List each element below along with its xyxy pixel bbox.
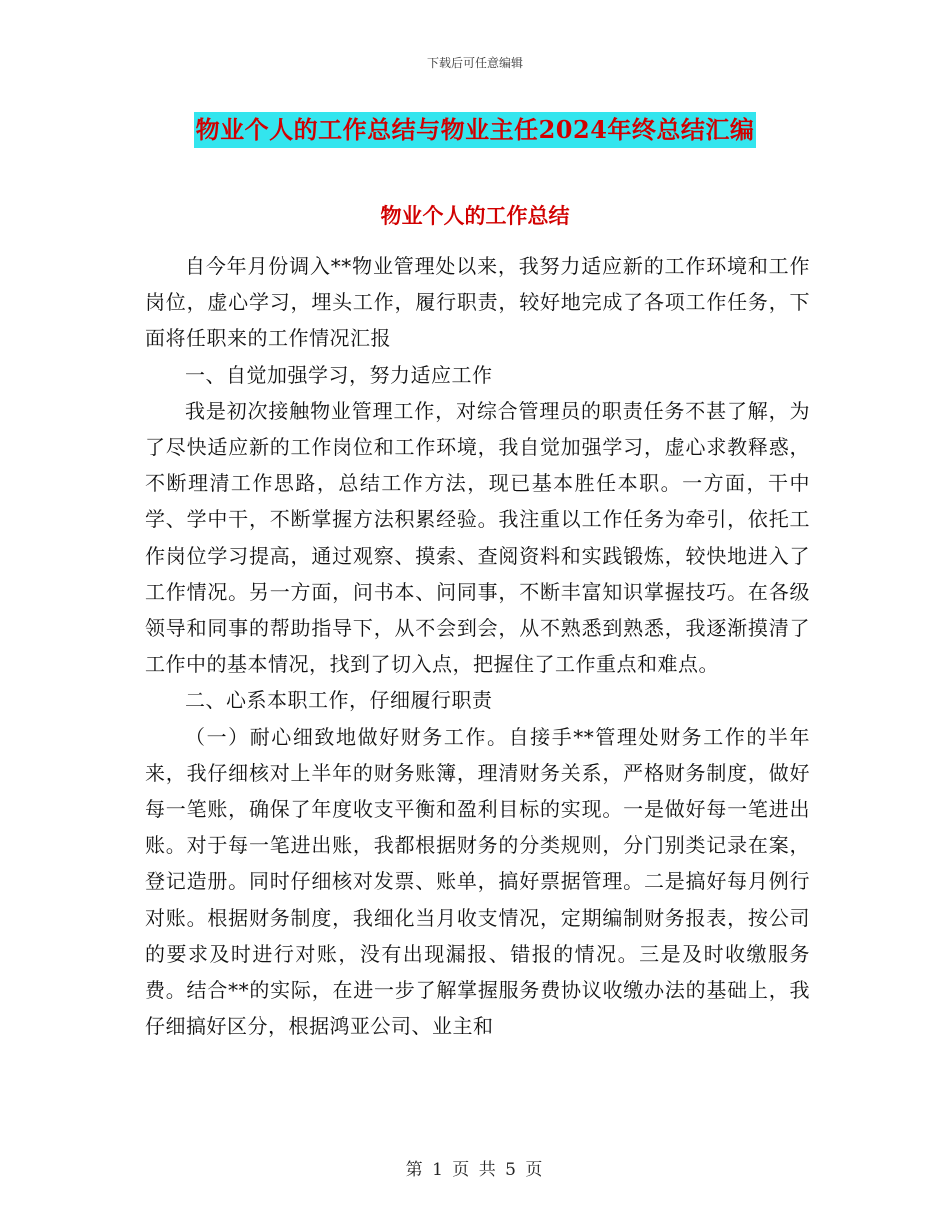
document-title-wrap — [0, 112, 950, 148]
document-title: 物业个人的工作总结与物业主任2024年终总结汇编 — [194, 112, 757, 148]
page-footer: 第 1 页 共 5 页 — [405, 1160, 545, 1180]
paragraph-finance: （一）耐心细致地做好财务工作。自接手**管理处财务工作的半年来，我仔细核对上半年的财务账簿，理清财务关系，严格财务制度，做好每一笔账，确保了年度收支平衡和盈利目标的实现。一是做好每一笔进出账。对于每一笔进出账，我都根据财务的分类规则，分门别类记录在案，登记造册。同时仔细核对发票、账单，搞好票据管理。二是搞好每月例行对账。根据财务制度，我细化当月收支情况，定期编制财务报表，按公司的要求及时进行对账，没有出现漏报、错报的情况。三是及时收缴服务费。结合**的实际，在进一步了解掌握服务费协议收缴办法的基础上，我仔细搞好区分，根据鸿亚公司、业主和 — [145, 724, 810, 1039]
heading-two: 二、心系本职工作，仔细履行职责 — [185, 688, 493, 713]
heading-one: 一、自觉加强学习，努力适应工作 — [185, 362, 493, 387]
document-body — [145, 248, 810, 1044]
paragraph-study: 我是初次接触物业管理工作，对综合管理员的职责任务不甚了解，为了尽快适应新的工作岗位和工作环境，我自觉加强学习，虚心求教释惑，不断理清工作思路，总结工作方法，现已基本胜任本职。一方面，干中学、学中干，不断掌握方法积累经验。我注重以工作任务为牵引，依托工作岗位学习提高，通过观察、摸索、查阅资料和实践锻炼，较快地进入了工作情况。另一方面，问书本、问同事，不断丰富知识掌握技巧。在各级领导和同事的帮助指导下，从不会到会，从不熟悉到熟悉，我逐渐摸清了工作中的基本情况，找到了切入点，把握住了工作重点和难点。 — [145, 398, 810, 677]
header-note: 下载后可任意编辑 — [426, 56, 523, 70]
section-title: 物业个人的工作总结 — [380, 203, 570, 228]
paragraph-intro: 自今年月份调入**物业管理处以来，我努力适应新的工作环境和工作岗位，虚心学习，埋头工作，履行职责，较好地完成了各项工作任务，下面将任职来的工作情况汇报 — [145, 254, 810, 351]
